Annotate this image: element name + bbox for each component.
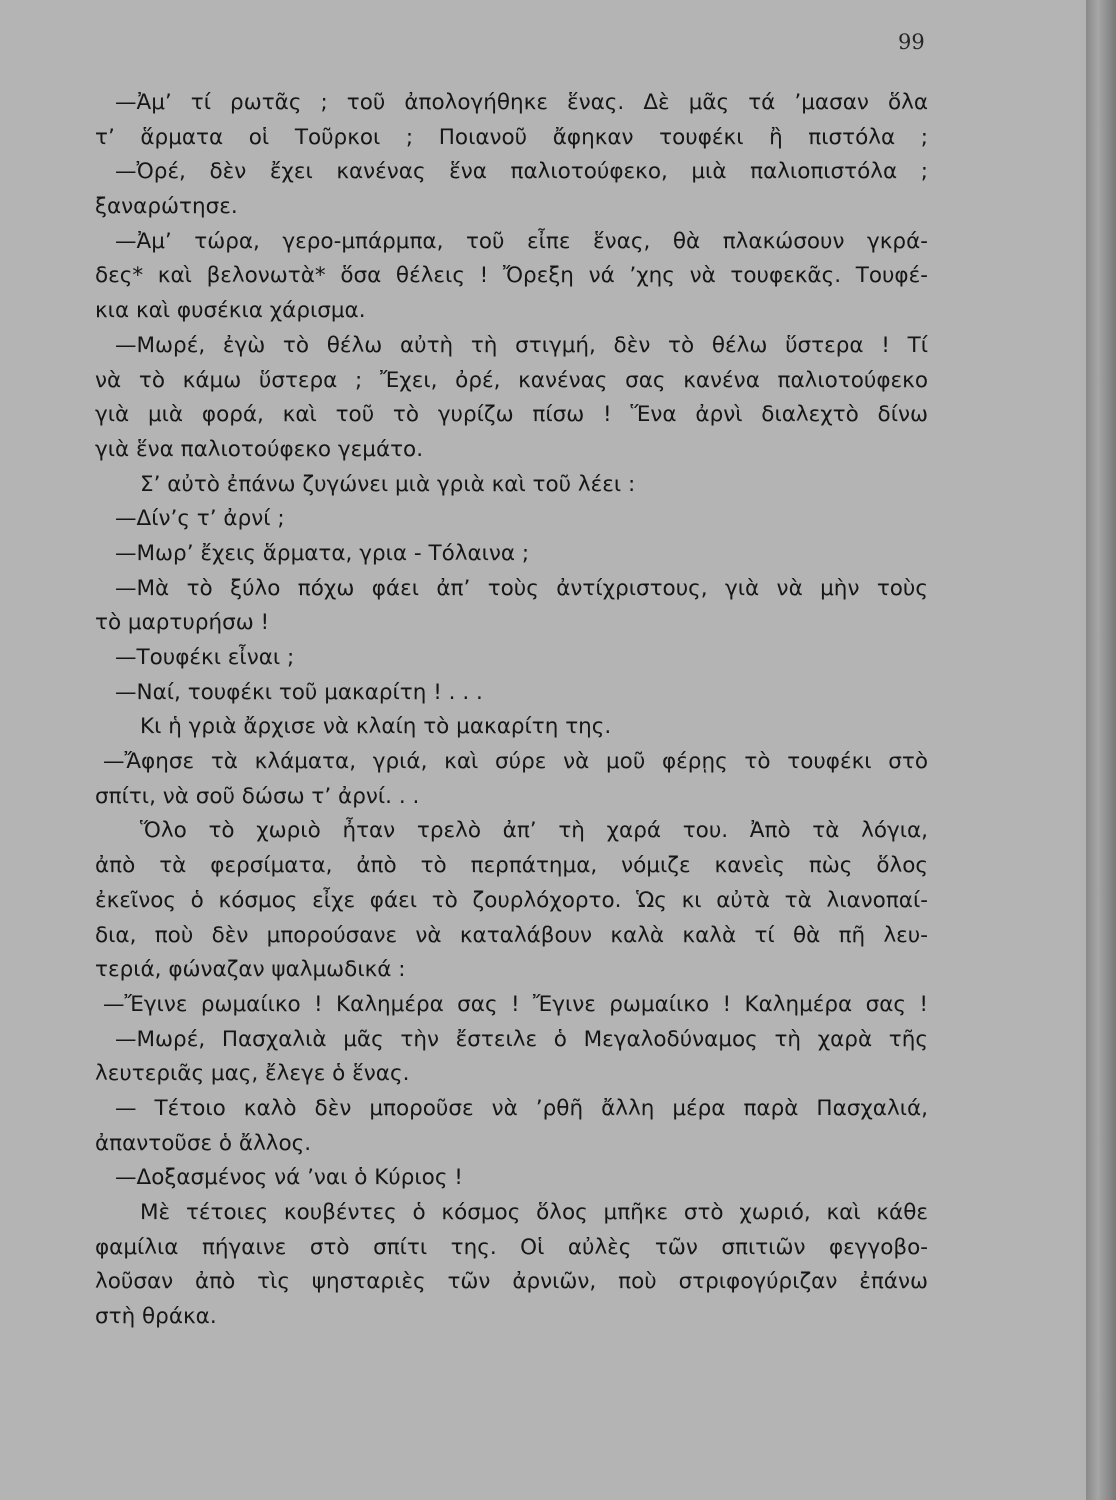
text-line: Σ’ αὐτὸ ἐπάνω ζυγώνει μιὰ γριὰ καὶ τοῦ λέει : — [140, 471, 636, 497]
text-line: —Ναί, τουφέκι τοῦ μακαρίτη ! . . . — [115, 679, 483, 705]
text-line: δια, ποὺ δὲν μπορούσανε νὰ καταλάβουν καλὰ καλὰ τί θὰ πῆ λευ- — [95, 922, 928, 948]
text-line: τεριά, φώναζαν ψαλμωδικά : — [95, 957, 406, 983]
text-line: σπίτι, νὰ σοῦ δώσω τ’ ἀρνί. . . — [95, 783, 420, 809]
text-line: —Μωρ’ ἔχεις ἅρματα, γρια - Τόλαινα ; — [115, 540, 530, 566]
text-line: στὴ θράκα. — [95, 1304, 217, 1330]
text-line: —Μὰ τὸ ξύλο πόχω φάει ἀπ’ τοὺς ἀντίχριστους, γιὰ νὰ μὴν τοὺς — [115, 575, 928, 601]
text-line: —Τουφέκι εἶναι ; — [115, 645, 295, 670]
text-line: —Ἀμ’ τώρα, γερο-μπάρμπα, τοῦ εἶπε ἕνας, θὰ πλακώσουν γκρά- — [115, 228, 928, 254]
text-line: φαμίλια πήγαινε στὸ σπίτι της. Οἱ αὐλὲς τῶν σπιτιῶν φεγγοβο- — [95, 1234, 928, 1260]
text-line: Ὅλο τὸ χωριὸ ἦταν τρελὸ ἀπ’ τὴ χαρά του. Ἀπὸ τὰ λόγια, — [140, 818, 928, 844]
text-line: λοῦσαν ἀπὸ τὶς ψησταριὲς τῶν ἀρνιῶν, ποὺ στριφογύριζαν ἐπάνω — [95, 1269, 928, 1295]
text-line: —Μωρέ, ἐγὼ τὸ θέλω αὐτὴ τὴ στιγμή, δὲν τὸ θέλω ὕστερα ! Τί — [115, 332, 928, 358]
text-line: ἐκεῖνος ὁ κόσμος εἶχε φάει τὸ ζουρλόχορτο. Ὡς κι αὐτὰ τὰ λιανοπαί- — [95, 887, 928, 913]
text-line: —Δίν’ς τ’ ἀρνί ; — [115, 506, 285, 532]
text-line: —Μωρέ, Πασχαλιὰ μᾶς τὴν ἔστειλε ὁ Μεγαλοδύναμος τὴ χαρὰ τῆς — [115, 1026, 928, 1052]
text-line: —Ὀρέ, δὲν ἔχει κανένας ἕνα παλιοτούφεκο, μιὰ παλιοπιστόλα ; — [115, 159, 928, 185]
text-line: —Ἔγινε ρωμαίικο ! Καλημέρα σας ! Ἔγινε ρωμαίικο ! Καλημέρα σας ! — [103, 991, 928, 1017]
text-line: ἀπὸ τὰ φερσίματα, ἀπὸ τὸ περπάτημα, νόμιζε κανεὶς πὼς ὅλος — [95, 853, 928, 879]
text-line: τὸ μαρτυρήσω ! — [95, 610, 270, 636]
text-line: γιὰ μιὰ φορά, καὶ τοῦ τὸ γυρίζω πίσω ! Ἕνα ἀρνὶ διαλεχτὸ δίνω — [95, 402, 928, 428]
text-line: δες* καὶ βελονωτὰ* ὅσα θέλεις ! Ὄρεξη νά ’χης νὰ τουφεκᾶς. Τουφέ- — [95, 263, 928, 289]
text-line: Μὲ τέτοιες κουβέντες ὁ κόσμος ὅλος μπῆκε στὸ χωριό, καὶ κάθε — [140, 1200, 928, 1225]
text-line: —Ἀμ’ τί ρωτᾶς ; τοῦ ἀπολογήθηκε ἕνας. Δὲ μᾶς τά ’μασαν ὅλα — [115, 90, 928, 115]
text-line: κια καὶ φυσέκια χάρισμα. — [95, 298, 366, 324]
text-line: νὰ τὸ κάμω ὕστερα ; Ἔχει, ὀρέ, κανένας σας κανένα παλιοτούφεκο — [95, 367, 928, 393]
text-line: λευτεριᾶς μας, ἔλεγε ὁ ἕνας. — [95, 1061, 410, 1087]
page-number: 99 — [898, 30, 925, 54]
text-line: —Δοξασμένος νά ’ναι ὁ Κύριος ! — [115, 1165, 463, 1191]
text-line: —Ἄφησε τὰ κλάματα, γριά, καὶ σύρε νὰ μοῦ φέρῃς τὸ τουφέκι στὸ — [103, 749, 928, 775]
text-line: γιὰ ἕνα παλιοτούφεκο γεμάτο. — [95, 436, 424, 462]
text-line: ξαναρώτησε. — [95, 194, 238, 220]
text-line: ἀπαντοῦσε ὁ ἄλλος. — [95, 1130, 312, 1156]
page-edge — [1086, 0, 1116, 1500]
text-line: Κι ἡ γριὰ ἄρχισε νὰ κλαίη τὸ μακαρίτη της. — [140, 714, 612, 740]
text-line: τ’ ἅρματα οἱ Τοῦρκοι ; Ποιανοῦ ἄφηκαν τουφέκι ἢ πιστόλα ; — [95, 124, 928, 150]
text-line: — Τέτοιο καλὸ δὲν μποροῦσε νὰ ’ρθῆ ἄλλη μέρα παρὰ Πασχαλιά, — [115, 1095, 928, 1121]
page-text — [95, 86, 928, 1335]
